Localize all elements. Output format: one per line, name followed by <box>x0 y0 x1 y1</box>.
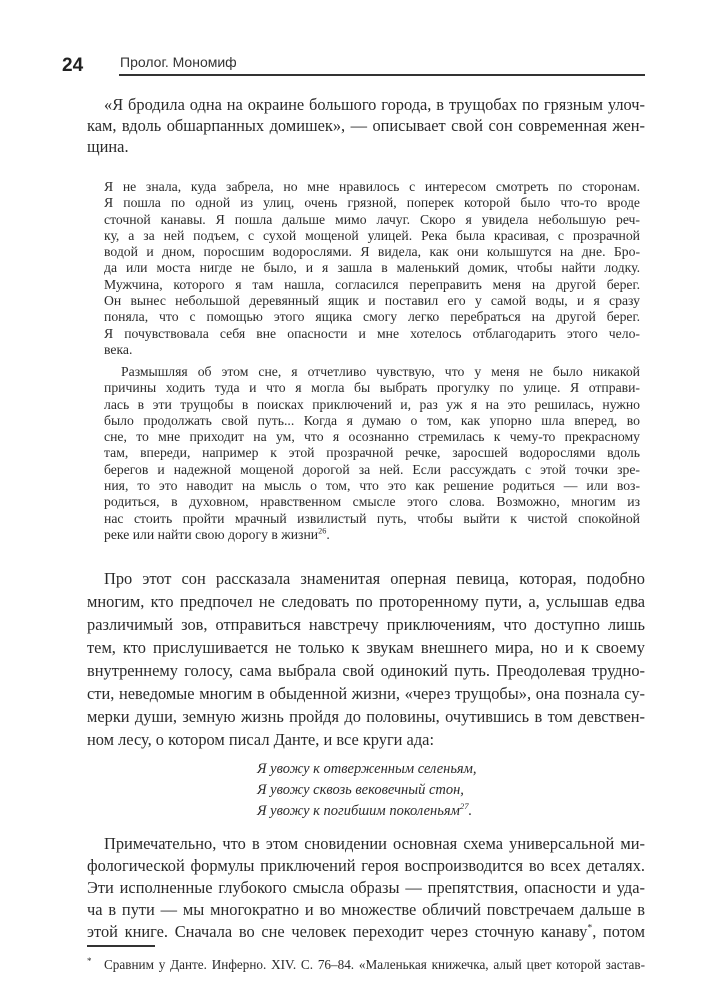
line-text: Мужчина, которого я там нашла, согласился переправить меня на другой берег. <box>104 276 640 292</box>
line-text: сти, неведомые многим в обыденной жизни, «через трущобы», она познала су- <box>87 684 645 703</box>
line-text: Примечательно, что в этом сновидении основная схема универсальной ми- <box>104 834 645 853</box>
running-title: Пролог. Мономиф <box>120 54 237 70</box>
line-text: ча в пути — мы многократно и во множестве обличий повстречаем дальше в <box>87 900 645 919</box>
dante-poem-quote <box>257 759 477 822</box>
paragraph-opera-singer <box>87 567 645 751</box>
text-line <box>104 212 640 228</box>
line-text: различимый зов, отправиться навстречу приключениям, что доступно лишь <box>87 615 645 634</box>
text-line <box>104 511 640 527</box>
text-line <box>104 397 640 413</box>
dream-quote-part-1 <box>104 179 640 358</box>
footnote-rule <box>87 945 155 947</box>
dream-quote-part-2 <box>104 364 640 543</box>
text-line <box>104 413 640 429</box>
line-text: берегов и надежной мощеной дорогой за ней. Если рассуждать с этой точки зре- <box>104 461 640 477</box>
line-text: «Я бродила одна на окраине большого города, в трущобах по грязным улоч- <box>104 95 645 114</box>
text-line <box>257 759 477 780</box>
note-reference[interactable]: * <box>587 922 593 934</box>
line-text: кам, вдоль обшарпанных домишек», — описывает свой сон современная жен- <box>87 116 645 135</box>
line-text: нас стоить пройти мрачный извилистый путь, чтобы выйти к чистой спокойной <box>104 510 640 526</box>
line-text: лась в эти трущобы в поисках приключений и, раз уж я на это решилась, нужно <box>104 396 640 412</box>
text-line <box>257 780 477 801</box>
line-text: мерки души, земную жизнь пройдя до половины, очутившись в том девствен- <box>87 707 645 726</box>
line-text: Я почувствовала себя вне опасности и мне хотелось отблагодарить этого чело- <box>104 325 640 341</box>
line-text: внутреннему голосу, сама выбрала свой одинокий путь. Преодолевая трудно- <box>87 661 645 680</box>
paragraph-monomyth-scheme <box>87 833 645 943</box>
text-line <box>104 462 640 478</box>
text-line <box>104 228 640 244</box>
text-line <box>87 590 645 613</box>
text-line <box>87 682 645 705</box>
line-text: Я не знала, куда забрела, но мне нравилось с интересом смотреть по сторонам. <box>104 179 640 194</box>
header-rule <box>119 74 645 76</box>
line-text: водой и дном, поросшим водорослями. Я видела, как они колышутся на дне. Бро- <box>104 244 640 260</box>
note-reference[interactable]: 27 <box>459 801 469 812</box>
note-reference[interactable]: 26 <box>318 526 327 536</box>
text-line <box>87 136 645 157</box>
line-text: Про этот сон рассказала знаменитая оперная певица, которая, подобно <box>104 569 645 588</box>
line-end-text: . <box>468 803 473 819</box>
line-text: родиться, в духовном, нравственном смысле этого слова. Возможно, многим из <box>104 494 640 510</box>
text-line <box>87 833 645 855</box>
line-text: было продолжать свой путь... Когда я думаю о том, как упорно шла вперед, во <box>104 412 640 428</box>
text-line <box>87 877 645 899</box>
text-line <box>104 195 640 211</box>
text-line <box>87 921 645 943</box>
text-line <box>87 613 645 636</box>
line-text: этой книге. Сначала во сне человек переходит через сточную канаву <box>87 922 588 941</box>
text-line <box>87 899 645 921</box>
line-end-text: , потом <box>592 922 645 941</box>
line-text: Я увожу сквозь вековечный стон, <box>257 782 464 798</box>
text-line <box>104 244 640 260</box>
text-line <box>257 801 477 822</box>
paragraph-intro <box>87 94 645 157</box>
page-number: 24 <box>62 55 84 76</box>
footnote-mark: * <box>87 956 92 966</box>
line-text: Я увожу к погибшим поколеньям <box>257 803 460 819</box>
text-line <box>87 855 645 877</box>
line-text: века. <box>104 341 133 357</box>
footnote <box>87 956 645 973</box>
text-line <box>104 494 640 510</box>
text-line <box>104 326 640 342</box>
text-line <box>104 342 640 358</box>
text-line <box>87 705 645 728</box>
text-line <box>87 94 645 115</box>
line-text: фологической формулы приключений героя воспроизводится во всех деталях. <box>87 856 645 875</box>
line-text: тем, кто прислушивается не только к звукам внешнего мира, но и к своему <box>87 638 645 657</box>
line-text: ку, а за ней подъем, с сухой мощеной улицей. Река была красивая, с прозрачной <box>104 227 640 243</box>
text-line <box>104 445 640 461</box>
line-text: сточной канавы. Я пошла дальше мимо лачуг. Скоро я увидела небольшую реч- <box>104 211 640 227</box>
line-text: Размышляя об этом сне, я отчетливо чувствую, что у меня не было никакой <box>121 364 640 379</box>
line-text: там, впереди, например к этой прозрачной речке, заросшей водорослями вдоль <box>104 445 640 461</box>
text-line <box>104 179 640 195</box>
line-text: щина. <box>87 137 129 156</box>
footnote-text: Сравним у Данте. Инферно. XIV. С. 76–84. «Маленькая книжечка, алый цвет которой застав- <box>104 957 645 972</box>
line-text: Я увожу к отверженным селеньям, <box>257 761 477 777</box>
text-line <box>87 636 645 659</box>
text-line <box>87 659 645 682</box>
text-line <box>104 380 640 396</box>
line-text: Я пошла по одной из улиц, очень грязной, поперек которой было что-то вроде <box>104 195 640 211</box>
line-text: причины ходить туда и что я могла бы выбрать прогулку по улице. Я отправи- <box>104 380 640 396</box>
text-line <box>104 260 640 276</box>
line-end-text: . <box>326 526 330 542</box>
text-line <box>104 277 640 293</box>
text-line <box>104 527 640 543</box>
text-line <box>104 293 640 309</box>
line-text: поняла, что с помощью этого ящика смогу легко перебраться на другой берег. <box>104 309 640 325</box>
line-text: Он вынес небольшой деревянный ящик и поставил его у самой воды, и я сразу <box>104 293 640 309</box>
text-line <box>87 115 645 136</box>
line-text: многим, кто предпочел не следовать по проторенному пути, а, услышав едва <box>87 592 645 611</box>
text-line <box>104 429 640 445</box>
text-line <box>104 478 640 494</box>
text-line <box>104 309 640 325</box>
line-text: сне, то мне приходит на ум, что я осознанно стремилась к чему-то прекрасному <box>104 429 640 445</box>
line-text: Эти исполненные глубокого смысла образы — препятствия, опасности и уда- <box>87 878 645 897</box>
line-text: ния, то это наводит на мысль о том, что это как решение родиться — или воз- <box>104 478 640 494</box>
line-text: ном лесу, о котором писал Данте, и все круги ада: <box>87 730 434 749</box>
text-line <box>87 567 645 590</box>
text-line <box>87 728 645 751</box>
text-line <box>104 364 640 380</box>
line-text: реке или найти свою дорогу в жизни <box>104 526 319 542</box>
line-text: да или моста нигде не было, и я зашла в маленький домик, чтобы найти лодку. <box>104 260 640 276</box>
